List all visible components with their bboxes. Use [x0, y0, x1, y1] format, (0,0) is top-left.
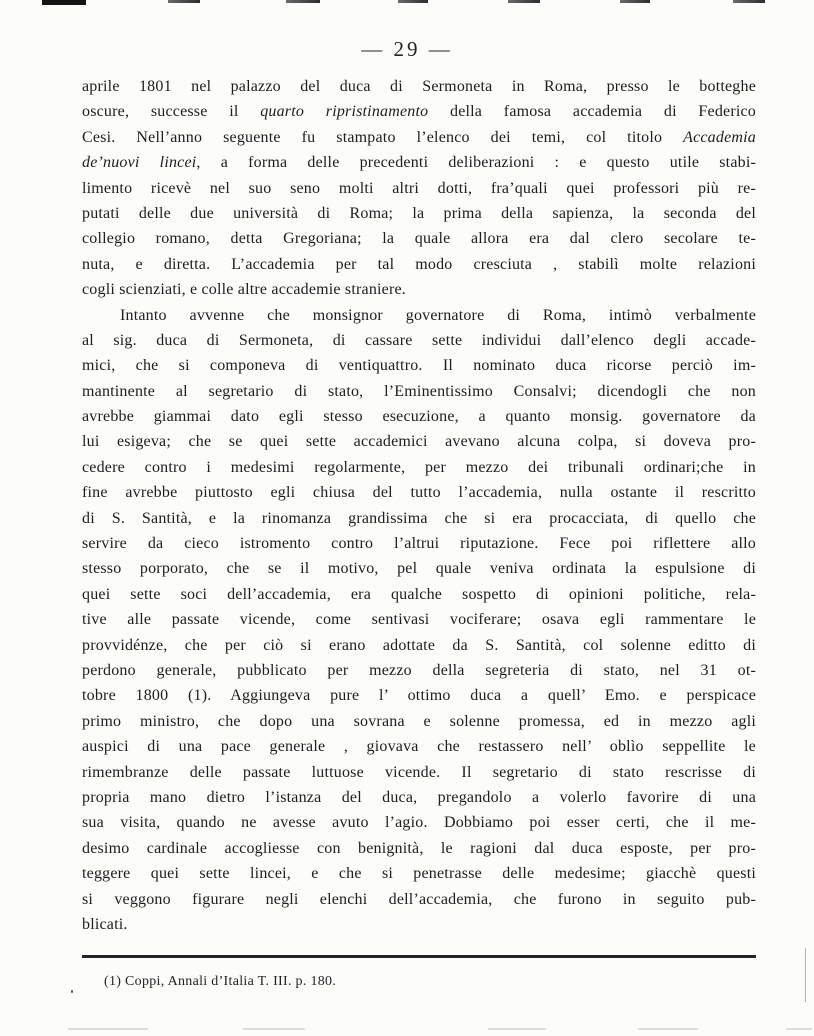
text-line: [82, 556, 756, 581]
text-line: [82, 303, 756, 328]
text-line: [82, 836, 756, 861]
text-segment: collegio romano, detta Gregoriana; la quale allora era dal clero secolare te-: [82, 230, 756, 248]
text-line: [82, 99, 756, 124]
scan-dash-artifact: [638, 1028, 698, 1030]
text-line: [82, 404, 756, 429]
text-line: [82, 531, 756, 556]
text-line: [82, 861, 756, 886]
text-line: [82, 887, 756, 912]
scan-dash-artifact: [42, 0, 86, 5]
text-segment: Cesi. Nell’anno seguente fu stampato l’elenco dei temi, col titolo: [82, 128, 684, 146]
text-segment: sua visita, quando ne avesse avuto l’agio. Dobbiamo poi esser certi, che il me-: [82, 814, 756, 832]
text-line: [82, 379, 756, 404]
text-segment: stesso porporato, che se il motivo, pel quale veniva ordinata la espulsione di: [82, 560, 756, 578]
text-line: [82, 429, 756, 454]
text-line: [82, 226, 756, 251]
text-segment: di S. Santità, e la rinomanza grandissima che si era procacciata, di quello che: [82, 509, 756, 527]
text-segment: limento ricevè nel suo seno molti altri dotti, fra’quali quei professori più re-: [82, 179, 756, 197]
scan-dash-artifact: [733, 0, 765, 3]
text-line: [82, 176, 756, 201]
text-segment: oscure, successe il: [82, 103, 261, 121]
scan-dash-artifact: [286, 0, 320, 3]
text-line: [82, 455, 756, 480]
text-line: [82, 277, 756, 302]
text-line: [82, 912, 756, 937]
text-line: [82, 353, 756, 378]
text-line: [82, 125, 756, 150]
scan-dash-artifact: [620, 0, 650, 3]
text-segment: fine avrebbe piuttosto egli chiusa del tutto l’accademia, nulla ostante il rescritto: [82, 484, 756, 502]
text-segment: tive alle passate vicende, come sentivasi vociferare; osava egli rammentare le: [82, 611, 756, 629]
text-segment: rimembranze delle passate luttuose vicende. Il segretario di stato rescrisse di: [82, 763, 756, 781]
text-segment: propria mano dietro l’istanza del duca, pregandolo a volerlo favorire di una: [82, 788, 756, 806]
text-line: [82, 734, 756, 759]
scan-dash-artifact: [488, 1028, 546, 1030]
text-line: [82, 760, 756, 785]
footnote-rule: [82, 955, 756, 958]
scan-dash-artifact: [398, 0, 428, 3]
text-segment: mici, che si componeva di ventiquattro. Il nominato duca ricorse perciò im-: [82, 357, 756, 375]
footnote: (1) Coppi, Annali d’Italia T. III. p. 180.: [104, 974, 337, 989]
text-segment: auspici di una pace generale , giovava che restassero nell’ oblìo seppellite le: [82, 738, 756, 756]
text-line: [82, 633, 756, 658]
text-segment: avrebbe giammai dato egli stesso esecuzione, a quanto monsig. governatore da: [82, 408, 756, 426]
text-segment: cedere contro i medesimi regolarmente, per mezzo dei tribunali ordinari;che in: [82, 458, 756, 476]
text-segment: servire da cieco istromento contro l’altrui riputazione. Fece poi riflettere allo: [82, 535, 756, 553]
text-segment: lui esigeva; che se quei sette accademici avevano alcuna colpa, si doveva pro-: [82, 433, 756, 451]
text-line: [82, 201, 756, 226]
italic-text-segment: de’nuovi lincei: [82, 154, 197, 172]
text-segment: , a forma delle precedenti deliberazioni : e questo utile stabi-: [196, 154, 757, 172]
text-segment: della famosa accademia di Federico: [428, 103, 756, 121]
text-segment: blicati.: [82, 915, 128, 933]
text-segment: putati delle due università di Roma; la prima della sapienza, la seconda del: [82, 204, 756, 222]
text-segment: aprile 1801 nel palazzo del duca di Sermoneta in Roma, presso le botteghe: [82, 78, 756, 95]
text-line: [82, 480, 756, 505]
scan-dash-artifact: [243, 1028, 305, 1030]
text-line: [82, 658, 756, 683]
text-segment: perdono generale, pubblicato per mezzo della segreteria di stato, nel 31 ot-: [82, 661, 756, 679]
text-segment: si veggono figurare negli elenchi dell’accademia, che furono in seguito pub-: [82, 890, 756, 908]
scan-scratch-artifact: [805, 948, 806, 1002]
text-line: [82, 328, 756, 353]
text-line: [82, 709, 756, 734]
text-line: [82, 785, 756, 810]
scan-dash-artifact: [508, 0, 540, 3]
text-line: [82, 607, 756, 632]
text-line: [82, 683, 756, 708]
text-segment: desimo cardinale accogliesse con benignità, le ragioni dal duca esposte, per pro-: [82, 839, 756, 857]
text-segment: teggere quei sette lincei, e che si penetrasse delle medesime; giacchè questi: [82, 865, 756, 883]
body-text: [82, 74, 756, 937]
scan-speck-artifact: [71, 990, 73, 993]
text-segment: tobre 1800 (1). Aggiungeva pure l’ ottimo duca a quell’ Emo. e perspicace: [82, 687, 756, 705]
scan-dash-artifact: [786, 1028, 812, 1030]
text-segment: quei sette soci dell’accademia, era qualche sospetto di opinioni politiche, rela-: [82, 585, 756, 603]
text-segment: al sig. duca di Sermoneta, di cassare sette individui dall’elenco degli accade-: [82, 331, 756, 349]
text-line: [82, 74, 756, 99]
scan-dash-artifact: [168, 0, 200, 3]
scan-dash-artifact: [68, 1028, 148, 1030]
text-line: [82, 252, 756, 277]
text-segment: cogli scienziati, e colle altre accademie straniere.: [82, 281, 407, 299]
text-segment: primo ministro, che dopo una sovrana e solenne promessa, ed in mezzo agli: [82, 712, 756, 730]
text-segment: nuta, e diretta. L’accademia per tal modo cresciuta , stabilì molte relazioni: [82, 255, 756, 273]
text-line: [82, 810, 756, 835]
text-segment: mantinente al segretario di stato, l’Eminentissimo Consalvi; dicendogli che non: [82, 382, 756, 400]
italic-text-segment: Accademia: [683, 128, 756, 146]
italic-text-segment: quarto ripristinamento: [260, 103, 429, 121]
text-segment: Intanto avvenne che monsignor governatore di Roma, intimò verbalmente: [120, 306, 756, 324]
text-line: [82, 506, 756, 531]
page-number: — 29 —: [361, 37, 453, 61]
text-segment: provvidénze, che per ciò si erano adottate da S. Santità, col solenne editto di: [82, 636, 756, 654]
text-line: [82, 582, 756, 607]
text-line: [82, 150, 756, 175]
